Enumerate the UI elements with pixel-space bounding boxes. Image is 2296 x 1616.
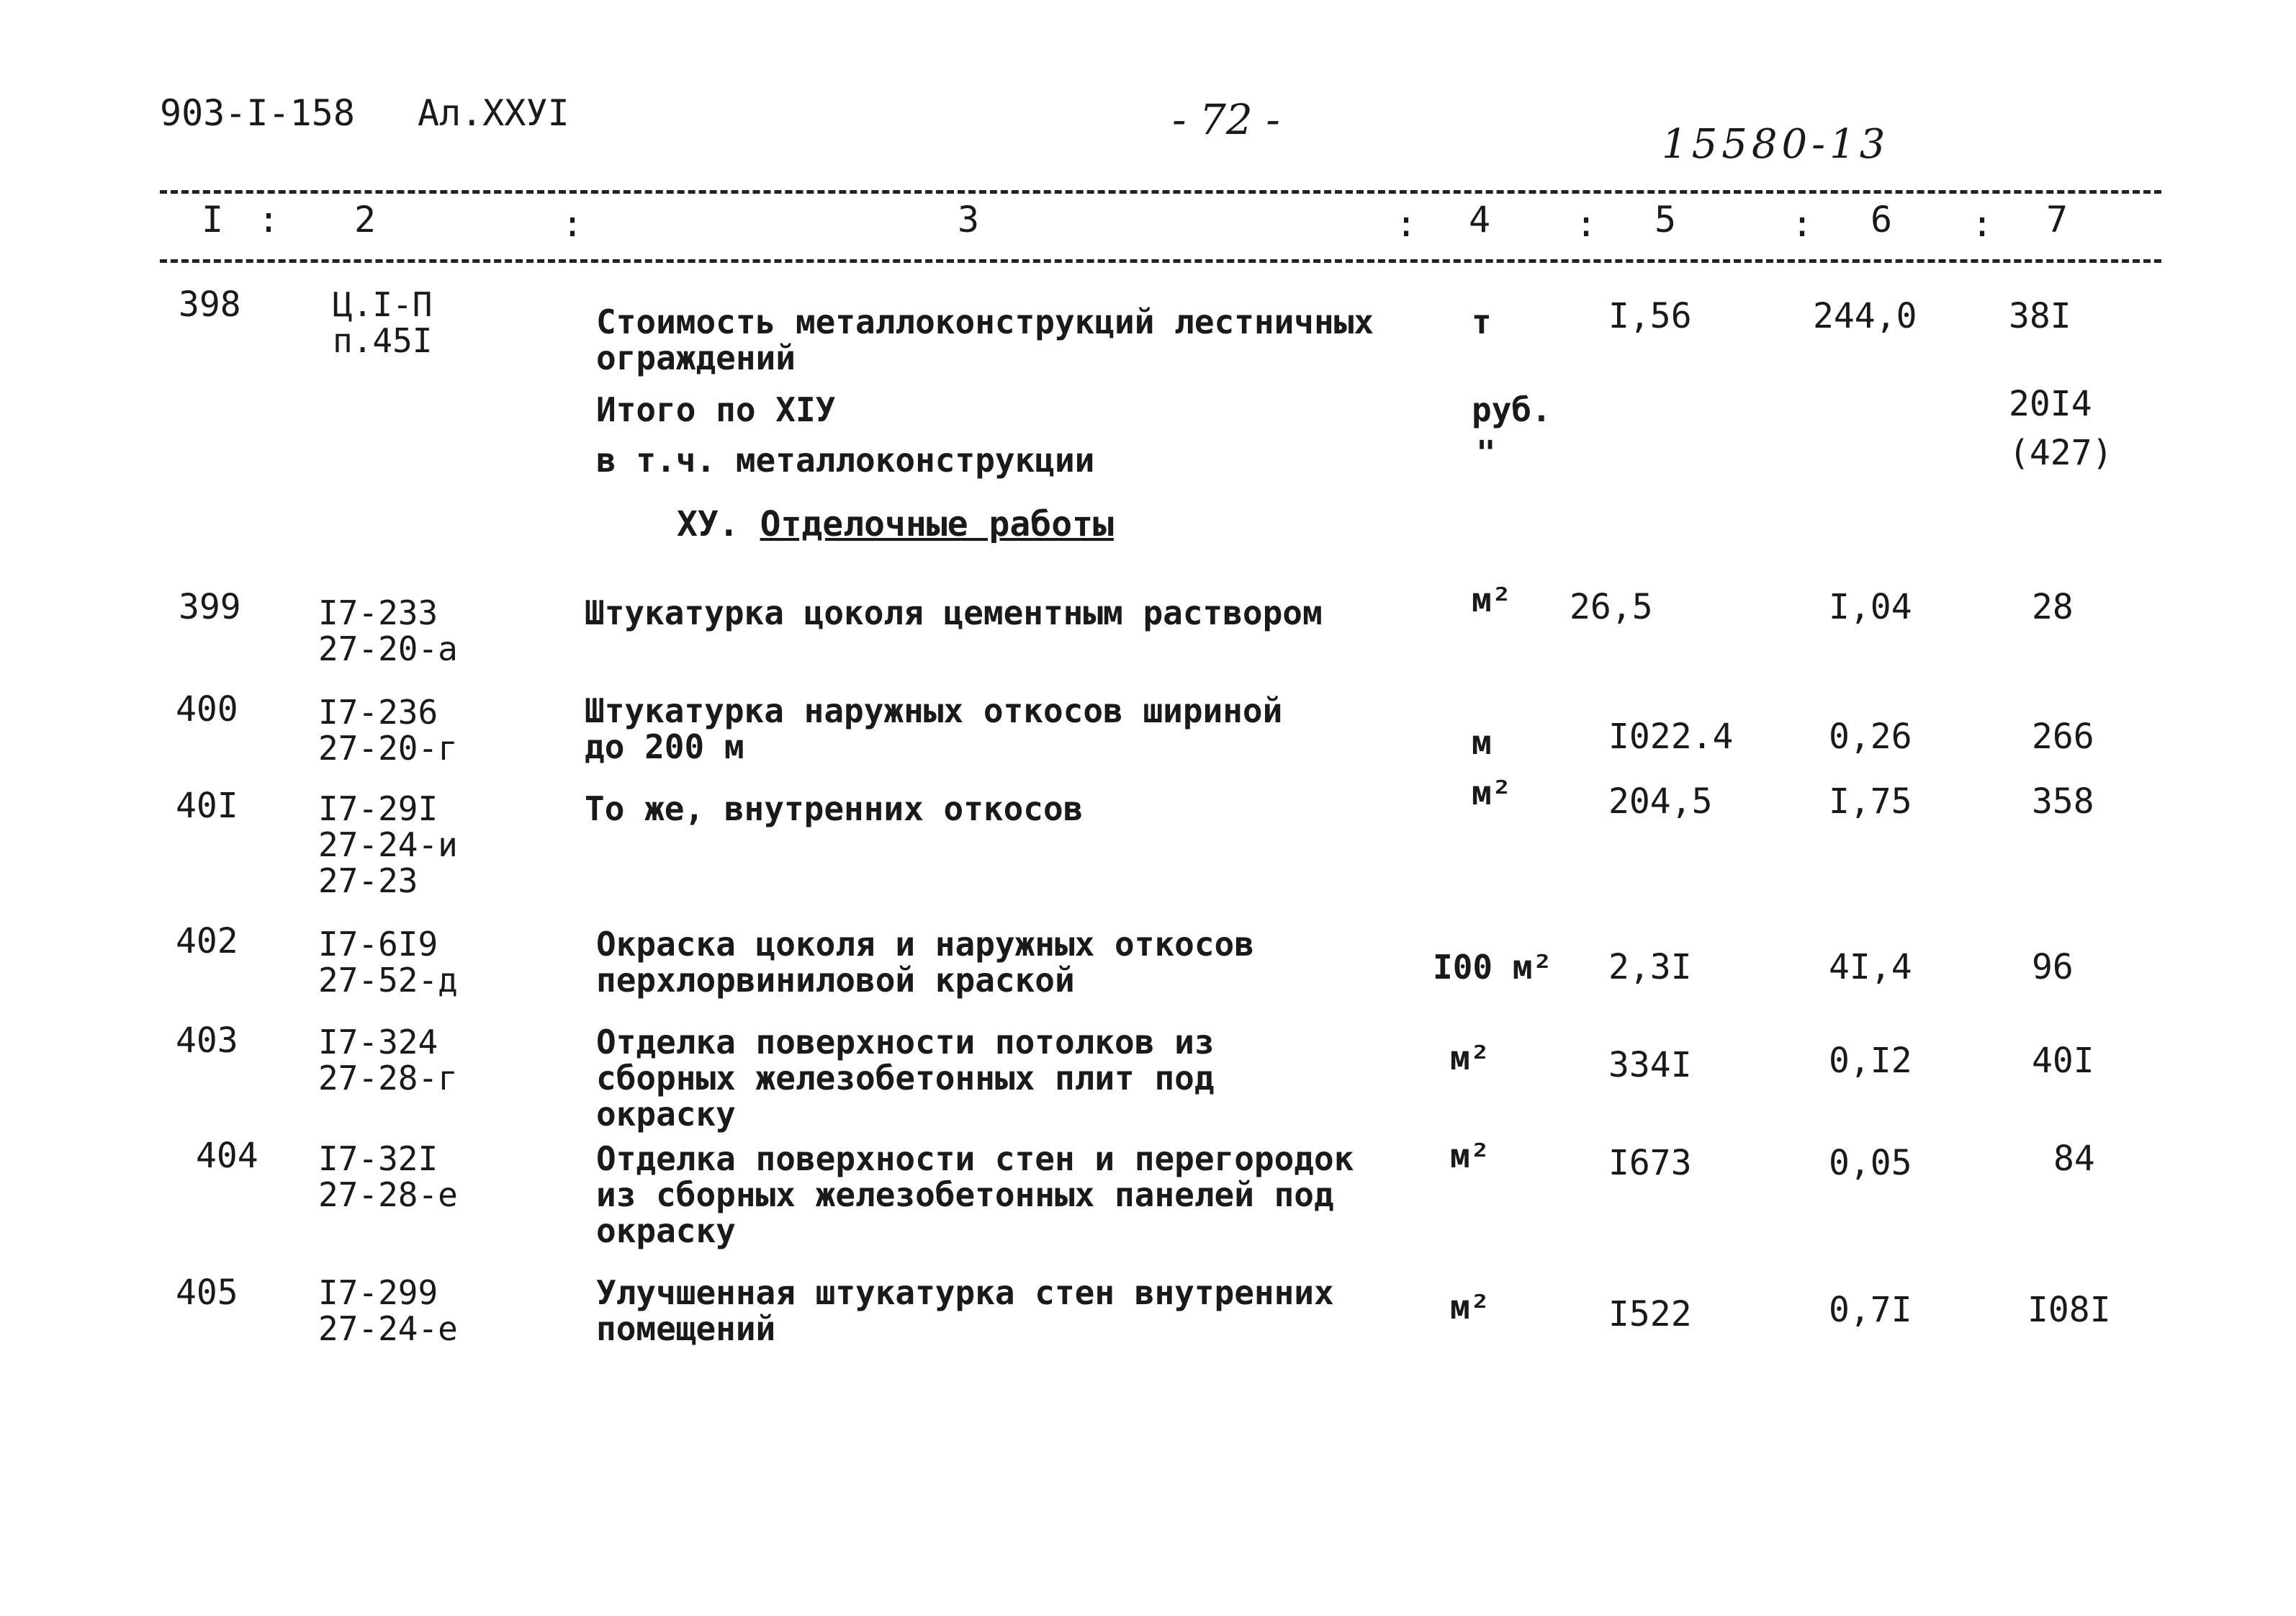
column-separator: : [562, 203, 584, 245]
row-unit: " [1476, 434, 1496, 472]
column-header-2: 2 [354, 199, 377, 241]
row-total: 358 [2032, 781, 2094, 822]
column-header-7: 7 [2046, 199, 2068, 241]
row-unit: м [1472, 723, 1492, 762]
row-description: То же, внутренних откосов [585, 789, 1084, 828]
row-quantity: 204,5 [1608, 781, 1713, 822]
row-description: Отделка поверхности потолков из сборных железобетонных плит под окраску [596, 1023, 1215, 1134]
row-unit-price: 0,26 [1829, 717, 1912, 757]
row-unit-price: 0,05 [1829, 1143, 1912, 1183]
doc-code: 903-I-158 [160, 92, 355, 134]
column-header-6: 6 [1870, 199, 1893, 241]
row-quantity: I673 [1608, 1143, 1692, 1183]
row-description: Улучшенная штукатурка стен внутренних помещений [596, 1273, 1334, 1348]
row-quantity: I022.4 [1608, 717, 1734, 757]
row-number: 402 [176, 921, 238, 961]
row-unit-price: 4I,4 [1829, 947, 1912, 987]
row-number: 404 [196, 1136, 258, 1176]
column-separator: : [258, 199, 280, 241]
row-number: 400 [176, 689, 238, 730]
row-quantity: I522 [1608, 1294, 1692, 1334]
row-code: I7-324 27-28-г [318, 1023, 458, 1097]
row-unit: м² [1472, 580, 1512, 619]
row-total: I08I [2027, 1290, 2111, 1330]
row-unit-price: I,75 [1829, 781, 1912, 822]
column-header-1: I [202, 199, 224, 241]
column-header-3: 3 [958, 199, 980, 241]
row-total: (427) [2009, 433, 2113, 473]
section-title [677, 504, 1114, 544]
row-number: 403 [176, 1020, 238, 1061]
row-description: Стоимость металлоконструкций лестничных ограждений [596, 302, 1374, 377]
row-total: 20I4 [2009, 384, 2092, 424]
row-unit: м² [1450, 1136, 1490, 1175]
row-code: I7-29I 27-24-и 27-23 [318, 789, 458, 900]
section-number: ХУ. [677, 504, 739, 544]
row-unit: т [1472, 302, 1492, 341]
column-header-4: 4 [1469, 199, 1491, 241]
header-rule-top [160, 190, 2161, 194]
row-code: I7-233 27-20-а [318, 593, 458, 668]
row-number: 40I [176, 786, 238, 826]
row-total: 96 [2032, 947, 2074, 987]
row-number: 399 [179, 587, 241, 627]
handwritten-number: 15580-13 [1662, 121, 1890, 168]
row-total: 40I [2032, 1041, 2094, 1081]
row-unit: руб. [1472, 390, 1552, 429]
row-description: в т.ч. металлоконструкции [596, 441, 1095, 480]
row-description: Отделка поверхности стен и перегородок из сборных железобетонных панелей под окраску [596, 1139, 1354, 1250]
column-separator: : [1791, 203, 1814, 245]
row-quantity: 2,3I [1608, 947, 1692, 987]
row-description: Итого по XIУ [596, 390, 836, 429]
row-unit: м² [1450, 1038, 1490, 1077]
header-rule-bottom [160, 259, 2161, 263]
row-code: I7-299 27-24-е [318, 1273, 458, 1348]
row-total: 266 [2032, 717, 2094, 757]
row-unit: м² [1472, 773, 1512, 812]
row-unit-price: I,04 [1829, 587, 1912, 627]
row-code: I7-6I9 27-52-д [318, 925, 458, 1000]
column-separator: : [1395, 203, 1418, 245]
row-number: 398 [179, 284, 241, 325]
row-unit: м² [1450, 1288, 1490, 1327]
row-unit-price: 0,I2 [1829, 1041, 1912, 1081]
row-code: Ц.I-П п.45I [333, 285, 433, 360]
row-unit: I00 м² [1433, 948, 1553, 987]
row-quantity: 334I [1608, 1045, 1692, 1085]
row-unit-price: 244,0 [1813, 296, 1917, 336]
column-separator: : [1971, 203, 1994, 245]
row-number: 405 [176, 1272, 238, 1313]
column-separator: : [1575, 203, 1598, 245]
row-unit-price: 0,7I [1829, 1290, 1912, 1330]
row-code: I7-32I 27-28-е [318, 1139, 458, 1214]
sheet-label: Ал.XXУI [418, 92, 570, 134]
row-code: I7-236 27-20-г [318, 693, 458, 768]
row-total: 28 [2032, 587, 2074, 627]
row-description: Штукатурка цоколя цементным раствором [585, 593, 1323, 632]
row-quantity: I,56 [1608, 296, 1692, 336]
row-quantity: 26,5 [1570, 587, 1653, 627]
row-total: 38I [2009, 296, 2071, 336]
row-total: 84 [2053, 1139, 2095, 1179]
section-name: Отделочные работы [760, 504, 1114, 544]
row-description: Штукатурка наружных откосов шириной до 200 м [585, 691, 1283, 766]
row-description: Окраска цоколя и наружных откосов перхлорвиниловой краской [596, 925, 1254, 1000]
column-header-5: 5 [1655, 199, 1677, 241]
page-number: - 72 - [1172, 95, 1280, 144]
